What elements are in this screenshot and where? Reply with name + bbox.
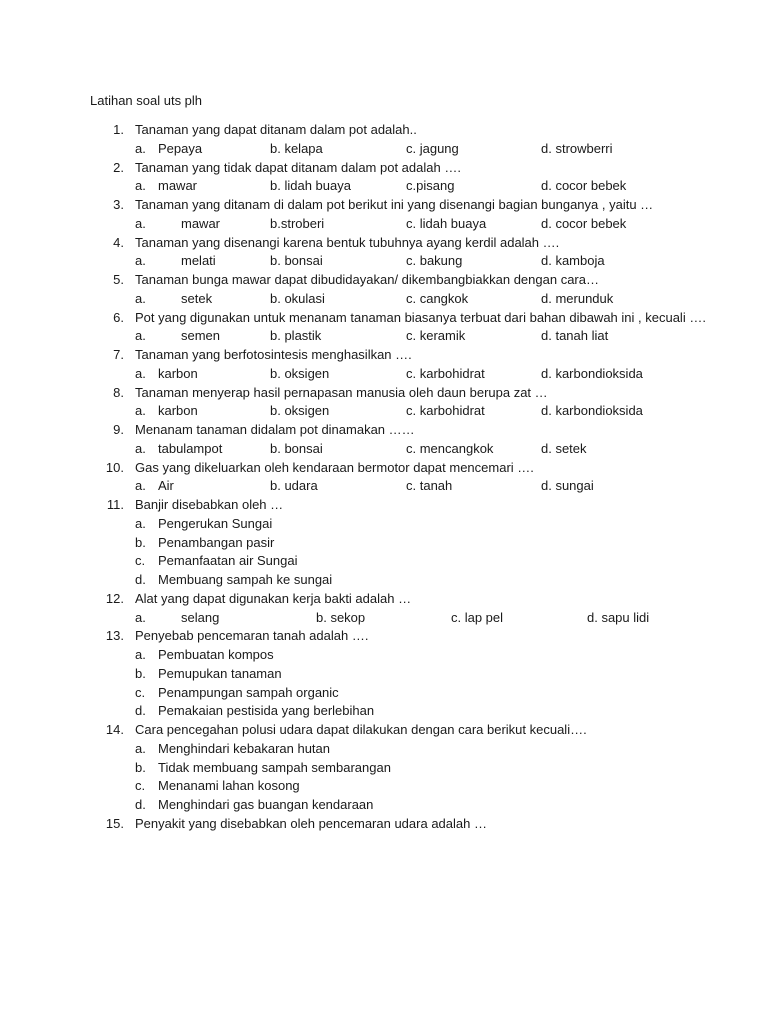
- question-line: [0, 459, 768, 477]
- option-text: d. sungai: [541, 478, 594, 494]
- option-label: d.: [135, 797, 146, 812]
- option-text: c. mencangkok: [406, 440, 494, 456]
- option-text: d. cocor bebek: [541, 178, 627, 194]
- option-text: Pengerukan Sungai: [158, 515, 273, 531]
- option-text: d. sapu lidi: [587, 609, 650, 625]
- question-text: Cara pencegahan polusi udara dapat dilakukan dengan cara berikut kecuali….: [135, 722, 587, 737]
- question-line: [0, 121, 768, 139]
- question-text: Alat yang dapat digunakan kerja bakti adalah …: [135, 590, 412, 606]
- question-number: 9.: [113, 422, 124, 437]
- option-text: c. lidah buaya: [406, 215, 487, 231]
- option-text: b. bonsai: [270, 440, 323, 456]
- options-row: [0, 140, 768, 158]
- question-number: 8.: [113, 384, 124, 400]
- option-text: d. setek: [541, 440, 587, 456]
- question-line: [0, 159, 768, 177]
- option-label: b.: [135, 665, 146, 681]
- option-text: mawar: [158, 178, 198, 194]
- option-text: Pemakaian pestisida yang berlebihan: [158, 703, 375, 719]
- option-item: [0, 777, 768, 795]
- option-text: Menghindari gas buangan kendaraan: [158, 797, 374, 812]
- question-text: Tanaman yang dapat ditanam dalam pot adalah..: [135, 122, 417, 137]
- option-label: a.: [135, 290, 146, 306]
- option-text: karbon: [158, 365, 198, 381]
- option-text: tabulampot: [158, 440, 223, 456]
- question-line: [0, 271, 768, 289]
- option-label: a.: [135, 253, 146, 269]
- option-label: a.: [135, 515, 146, 531]
- question-line: [0, 421, 768, 439]
- question-number: 5.: [113, 272, 124, 287]
- question-line: [0, 346, 768, 364]
- option-label: a.: [135, 647, 146, 662]
- option-text: Penambangan pasir: [158, 534, 275, 550]
- option-item: [0, 646, 768, 664]
- option-text: c. karbohidrat: [406, 365, 485, 381]
- question-number: 14.: [105, 722, 124, 737]
- option-text: Pemanfaatan air Sungai: [158, 553, 298, 569]
- option-label: a.: [135, 215, 146, 231]
- option-text: c. tanah: [406, 478, 453, 494]
- option-label: d.: [135, 572, 146, 587]
- options-row: [0, 215, 768, 233]
- option-label: b.: [135, 534, 146, 550]
- option-text: d. merunduk: [541, 290, 614, 306]
- options-row: [0, 477, 768, 495]
- option-text: d. strowberri: [541, 140, 613, 156]
- option-text: d. cocor bebek: [541, 215, 627, 231]
- question-line: [0, 309, 768, 327]
- question-text: Tanaman bunga mawar dapat dibudidayakan/ dikembangbiakkan dengan cara…: [135, 272, 599, 287]
- option-item: [0, 684, 768, 702]
- option-text: setek: [181, 290, 213, 306]
- question-text: Tanaman yang disenangi karena bentuk tubuhnya ayang kerdil adalah ….: [135, 234, 560, 250]
- question-text: Tanaman yang berfotosintesis menghasilkan ….: [135, 347, 412, 362]
- option-item: [0, 552, 768, 570]
- question-number: 6.: [113, 309, 124, 325]
- option-text: b. plastik: [270, 328, 322, 344]
- option-text: Pembuatan kompos: [158, 647, 274, 662]
- option-text: b. lidah buaya: [270, 178, 351, 194]
- option-text: mawar: [181, 215, 221, 231]
- option-item: [0, 702, 768, 720]
- question-number: 2.: [113, 159, 124, 175]
- question-text: Banjir disebabkan oleh …: [135, 497, 284, 512]
- option-item: [0, 571, 768, 589]
- option-label: c.: [135, 778, 146, 794]
- option-text: Membuang sampah ke sungai: [158, 572, 333, 587]
- option-text: Menanami lahan kosong: [158, 778, 300, 794]
- question-number: 12.: [105, 590, 124, 606]
- option-text: melati: [181, 253, 216, 269]
- option-label: a.: [135, 478, 146, 494]
- option-text: Pemupukan tanaman: [158, 665, 282, 681]
- option-text: c. bakung: [406, 253, 463, 269]
- option-label: a.: [135, 328, 146, 344]
- question-line: [0, 384, 768, 402]
- question-number: 7.: [113, 347, 124, 362]
- options-row: [0, 252, 768, 270]
- option-text: semen: [181, 328, 221, 344]
- document-title: Latihan soal uts plh: [90, 93, 203, 108]
- option-text: c.pisang: [406, 178, 455, 194]
- question-text: Menanam tanaman didalam pot dinamakan ……: [135, 422, 415, 437]
- option-text: c. cangkok: [406, 290, 469, 306]
- question-text: Tanaman menyerap hasil pernapasan manusia oleh daun berupa zat …: [135, 384, 548, 400]
- option-text: b. kelapa: [270, 140, 323, 156]
- option-text: Pepaya: [158, 140, 203, 156]
- option-item: [0, 665, 768, 683]
- option-item: [0, 759, 768, 777]
- option-text: selang: [181, 609, 220, 625]
- options-row: [0, 365, 768, 383]
- option-text: c. karbohidrat: [406, 403, 485, 419]
- option-text: b.stroberi: [270, 215, 325, 231]
- option-item: [0, 534, 768, 552]
- question-line: [0, 590, 768, 608]
- options-row: [0, 440, 768, 458]
- question-line: [0, 496, 768, 514]
- option-text: b. udara: [270, 478, 318, 494]
- option-text: c. jagung: [406, 140, 459, 156]
- option-item: [0, 796, 768, 814]
- option-text: karbon: [158, 403, 198, 419]
- option-label: d.: [135, 703, 146, 719]
- question-text: Gas yang dikeluarkan oleh kendaraan bermotor dapat mencemari ….: [135, 459, 534, 475]
- option-label: a.: [135, 740, 146, 756]
- question-number: 1.: [113, 122, 124, 137]
- question-number: 4.: [113, 234, 124, 250]
- question-line: [0, 234, 768, 252]
- option-label: a.: [135, 178, 146, 194]
- option-label: a.: [135, 609, 146, 625]
- question-number: 15.: [105, 815, 124, 831]
- question-text: Penyakit yang disebabkan oleh pencemaran udara adalah …: [135, 815, 487, 831]
- question-number: 11.: [106, 497, 124, 512]
- question-text: Tanaman yang ditanam di dalam pot berikut ini yang disenangi bagian bunganya , yaitu …: [135, 197, 654, 212]
- option-item: [0, 740, 768, 758]
- question-text: Pot yang digunakan untuk menanam tanaman biasanya terbuat dari bahan dibawah ini , kecuali ….: [135, 309, 706, 325]
- option-text: c. lap pel: [451, 609, 504, 625]
- question-line: [0, 815, 768, 833]
- question-number: 13.: [105, 628, 124, 644]
- question-text: Tanaman yang tidak dapat ditanam dalam pot adalah ….: [135, 159, 461, 175]
- options-row: [0, 177, 768, 195]
- question-number: 3.: [113, 197, 124, 212]
- options-row: [0, 327, 768, 345]
- option-text: Penampungan sampah organic: [158, 684, 339, 700]
- question-line: [0, 627, 768, 645]
- question-number: 10.: [105, 459, 124, 475]
- option-text: b. bonsai: [270, 253, 323, 269]
- option-text: b. sekop: [316, 609, 366, 625]
- options-row: [0, 609, 768, 627]
- option-text: d. karbondioksida: [541, 365, 643, 381]
- question-text: Penyebab pencemaran tanah adalah ….: [135, 628, 369, 644]
- question-line: [0, 196, 768, 214]
- option-text: c. keramik: [406, 328, 466, 344]
- option-text: d. tanah liat: [541, 328, 609, 344]
- option-text: b. okulasi: [270, 290, 325, 306]
- option-text: Menghindari kebakaran hutan: [158, 740, 331, 756]
- option-text: b. oksigen: [270, 403, 330, 419]
- option-label: a.: [135, 140, 146, 156]
- option-label: c.: [135, 553, 146, 569]
- option-item: [0, 515, 768, 533]
- option-label: a.: [135, 365, 146, 381]
- options-row: [0, 290, 768, 308]
- option-text: Tidak membuang sampah sembarangan: [158, 759, 391, 775]
- option-text: Air: [158, 478, 174, 494]
- option-label: a.: [135, 440, 146, 456]
- option-text: d. kamboja: [541, 253, 605, 269]
- option-label: c.: [135, 684, 146, 700]
- options-row: [0, 402, 768, 420]
- option-text: d. karbondioksida: [541, 403, 643, 419]
- question-line: [0, 721, 768, 739]
- option-text: b. oksigen: [270, 365, 330, 381]
- option-label: a.: [135, 403, 146, 419]
- option-label: b.: [135, 759, 146, 775]
